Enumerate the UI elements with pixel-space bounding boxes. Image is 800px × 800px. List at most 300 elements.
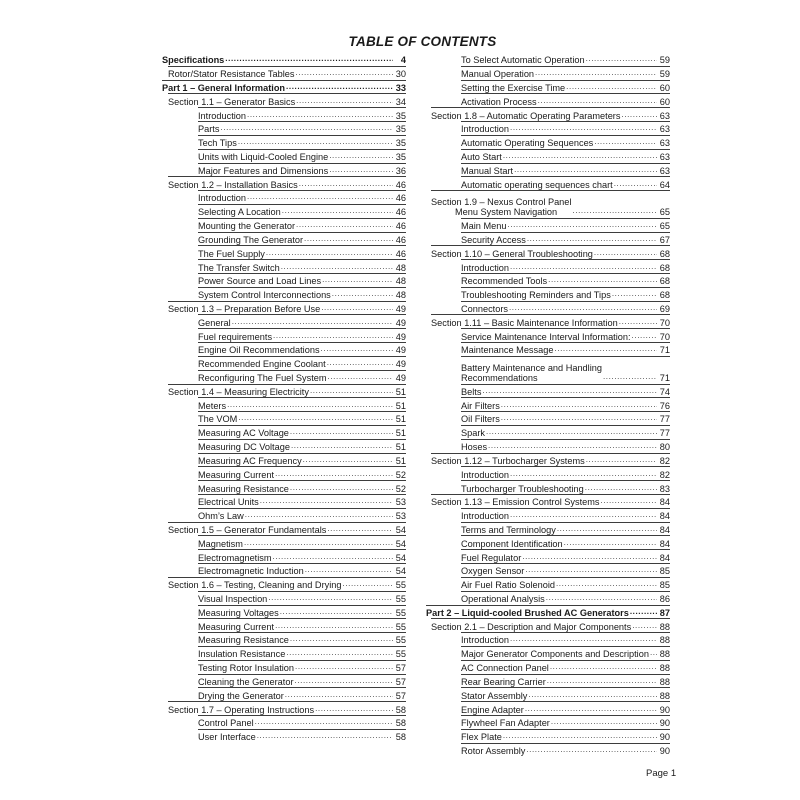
toc-entry-page: 64 [659, 179, 670, 190]
toc-entry [198, 729, 406, 743]
dot-leader [290, 427, 393, 437]
toc-entry [461, 259, 670, 273]
toc-entry-page: 88 [659, 621, 670, 632]
toc-entry-page: 59 [659, 69, 670, 80]
toc-section-entry [168, 176, 406, 190]
toc-part-entry [426, 605, 670, 619]
dot-leader [556, 579, 657, 589]
toc-entry-label: Measuring Current [198, 621, 275, 632]
toc-entry [198, 494, 406, 508]
toc-entry-page: 84 [659, 524, 670, 535]
toc-entry [461, 80, 670, 94]
dot-leader [557, 524, 657, 534]
toc-section-entry [168, 522, 406, 536]
toc-entry [198, 425, 406, 439]
toc-entry-label: Oxygen Sensor [461, 566, 525, 577]
toc-entry [461, 232, 670, 246]
toc-column-right [426, 52, 670, 756]
dot-leader [612, 289, 657, 299]
dot-leader [321, 303, 393, 313]
toc-entry [198, 370, 406, 384]
toc-entry-page: 88 [659, 635, 670, 646]
toc-entry [198, 314, 406, 328]
toc-entry-page: 51 [395, 455, 406, 466]
toc-entry-page: 90 [659, 718, 670, 729]
toc-entry-label: Manual Operation [461, 69, 535, 80]
toc-entry-label: Connectors [461, 303, 508, 314]
toc-entry-page: 49 [395, 345, 406, 356]
dot-leader [564, 538, 657, 548]
dot-leader [614, 179, 657, 189]
toc-entry [461, 743, 670, 757]
dot-leader [245, 510, 393, 520]
toc-entry-page: 53 [395, 497, 406, 508]
toc-entry-label: Part 1 – General Information [162, 82, 286, 93]
toc-entry-label: Power Source and Load Lines [198, 276, 322, 287]
toc-entry-label: Setting the Exercise Time [461, 82, 566, 93]
dot-leader [295, 676, 393, 686]
toc-entry [461, 466, 670, 480]
dot-leader [546, 593, 657, 603]
toc-entry [198, 632, 406, 646]
toc-entry-label: Meters [198, 400, 227, 411]
toc-entry-label: Section 1.7 – Operating Instructions [168, 704, 315, 715]
toc-entry-label: Activation Process [461, 96, 537, 107]
toc-entry [198, 508, 406, 522]
dot-leader [310, 386, 393, 396]
dot-leader [594, 137, 657, 147]
toc-entry-page: 87 [659, 607, 670, 618]
toc-entry [198, 135, 406, 149]
toc-entry [198, 453, 406, 467]
toc-entry [198, 411, 406, 425]
toc-entry-page: 51 [395, 400, 406, 411]
toc-entry-label: Section 1.6 – Testing, Cleaning and Drying [168, 580, 342, 591]
toc-entry-label: Part 2 – Liquid-cooled Brushed AC Generators [426, 607, 629, 618]
toc-part-entry [162, 80, 406, 94]
toc-section-entry [431, 314, 670, 328]
toc-entry-label: Rotor/Stator Resistance Tables [168, 69, 295, 80]
toc-section-entry [168, 301, 406, 315]
toc-entry-page: 57 [395, 676, 406, 687]
toc-entry [461, 384, 670, 398]
toc-entry [198, 563, 406, 577]
toc-entry [198, 618, 406, 632]
dot-leader [525, 565, 657, 575]
dot-leader [503, 151, 657, 161]
toc-entry-label: Engine Adapter [461, 704, 524, 715]
toc-entry-label: Manual Start [461, 165, 514, 176]
toc-entry [198, 605, 406, 619]
dot-leader [305, 565, 393, 575]
dot-leader [286, 82, 393, 92]
toc-entry-label: Section 1.3 – Preparation Before Use [168, 303, 321, 314]
toc-entry-label: Section 1.4 – Measuring Electricity [168, 386, 309, 397]
toc-entry-label: User Interface [198, 732, 256, 743]
toc-entry-label: Measuring AC Frequency [198, 455, 302, 466]
toc-entry [461, 701, 670, 715]
toc-entry [198, 163, 406, 177]
toc-section-entry [431, 453, 670, 467]
toc-entry-label: AC Connection Panel [461, 663, 549, 674]
toc-entry [461, 397, 670, 411]
toc-entry [198, 190, 406, 204]
toc-entry-label: Introduction [461, 124, 510, 135]
toc-entry-label: Electromagnetic Induction [198, 566, 304, 577]
toc-entry [198, 439, 406, 453]
dot-leader [281, 262, 393, 272]
dot-leader [327, 358, 393, 368]
toc-entry-label: Section 1.5 – Generator Fundamentals [168, 524, 327, 535]
toc-entry-label: Engine Oil Recommendations [198, 345, 320, 356]
toc-entry-page: 68 [659, 248, 670, 259]
toc-entry-label: Magnetism [198, 538, 243, 549]
dot-leader [260, 496, 393, 506]
toc-entry-page: 35 [395, 110, 406, 121]
toc-entry-page: 65 [659, 207, 670, 218]
toc-entry [198, 149, 406, 163]
toc-entry [461, 218, 670, 232]
toc-entry [461, 632, 670, 646]
toc-entry-page: 30 [395, 69, 406, 80]
toc-entry-page: 71 [659, 373, 670, 383]
dot-leader [232, 317, 393, 327]
toc-entry-label: Recommended Tools [461, 276, 548, 287]
toc-part-entry [162, 52, 406, 66]
dot-leader [342, 579, 393, 589]
dot-leader [486, 427, 657, 437]
dot-leader [280, 607, 393, 617]
toc-entry-label-line1: Battery Maintenance and Handling [461, 363, 602, 373]
dot-leader [238, 413, 393, 423]
toc-entry [198, 245, 406, 259]
dot-leader [619, 317, 657, 327]
dot-leader [327, 524, 393, 534]
dot-leader [322, 275, 393, 285]
toc-entry-page: 84 [659, 538, 670, 549]
toc-entry-label: Automatic operating sequences chart [461, 179, 613, 190]
toc-entry-page: 63 [659, 152, 670, 162]
toc-entry-page: 90 [659, 704, 670, 715]
toc-entry-label: Section 2.1 – Description and Major Components [431, 621, 632, 632]
toc-entry [198, 466, 406, 480]
toc-entry-label: Introduction [461, 469, 510, 480]
toc-entry-label: Hoses [461, 442, 488, 453]
toc-entry-page: 63 [659, 110, 670, 121]
dot-leader [220, 123, 393, 133]
toc-entry-page: 58 [395, 732, 406, 743]
toc-entry-page: 46 [395, 248, 406, 259]
toc-entry-label: Air Fuel Ratio Solenoid [461, 580, 555, 591]
toc-entry-label: Parts [198, 124, 220, 135]
toc-column-left [162, 52, 406, 743]
toc-section-entry [431, 245, 670, 259]
toc-entry-page: 84 [659, 497, 670, 508]
toc-entry-label: Stator Assembly [461, 690, 528, 701]
dot-leader [225, 54, 393, 64]
toc-entry-page: 4 [400, 55, 406, 66]
dot-leader [247, 110, 393, 120]
toc-entry-label: Measuring Current [198, 469, 275, 480]
toc-entry-page: 63 [659, 124, 670, 135]
toc-entry-label: Specifications [162, 55, 225, 66]
toc-entry-page: 48 [395, 290, 406, 301]
toc-entry-page: 51 [395, 386, 406, 397]
toc-entry-page: 85 [659, 580, 670, 591]
toc-entry [198, 342, 406, 356]
toc-entry-label: Maintenance Message [461, 345, 554, 356]
dot-leader [328, 372, 393, 382]
dot-leader [501, 400, 657, 410]
toc-entry-page: 55 [395, 649, 406, 660]
toc-entry-page: 59 [659, 55, 670, 66]
toc-entry [198, 591, 406, 605]
toc-entry-page: 54 [395, 524, 406, 535]
toc-entry-label [431, 197, 571, 217]
dot-leader [603, 372, 657, 382]
dot-leader [296, 96, 393, 106]
toc-entry [461, 163, 670, 177]
dot-leader [282, 206, 393, 216]
dot-leader [632, 621, 657, 631]
toc-entry [461, 439, 670, 453]
dot-leader [601, 496, 657, 506]
toc-entry-page: 55 [395, 635, 406, 646]
toc-entry-page: 33 [395, 82, 406, 93]
dot-leader [548, 275, 657, 285]
toc-entry-label: Service Maintenance Interval Information: [461, 331, 631, 342]
toc-entry-label: Rear Bearing Carrier [461, 676, 546, 687]
dot-leader [295, 68, 393, 78]
toc-entry-label: Major Features and Dimensions [198, 165, 329, 176]
toc-entry-label: Flywheel Fan Adapter [461, 718, 550, 729]
toc-entry-label: Turbocharger Troubleshooting [461, 483, 584, 494]
toc-entry-page: 88 [659, 690, 670, 701]
toc-entry-label: Electrical Units [198, 497, 259, 508]
toc-entry [461, 356, 670, 384]
dot-leader [510, 634, 657, 644]
toc-entry-label: Measuring Voltages [198, 607, 279, 618]
dot-leader [526, 745, 657, 755]
dot-leader [304, 234, 393, 244]
dot-leader [501, 413, 657, 423]
dot-leader [510, 510, 657, 520]
toc-entry [198, 646, 406, 660]
toc-entry [198, 356, 406, 370]
toc-entry-label: Insulation Resistance [198, 649, 286, 660]
dot-leader [329, 151, 393, 161]
toc-entry-page: 35 [395, 152, 406, 162]
toc-entry-label: To Select Automatic Operation [461, 55, 585, 66]
toc-entry-label: Spark [461, 428, 486, 439]
dot-leader [291, 441, 393, 451]
toc-entry-page: 49 [395, 331, 406, 342]
toc-entry-label: Fuel Regulator [461, 552, 522, 563]
toc-entry-page: 60 [659, 82, 670, 93]
toc-entry-page: 55 [395, 621, 406, 632]
dot-leader [538, 96, 657, 106]
dot-leader [621, 110, 657, 120]
toc-entry-page: 84 [659, 552, 670, 563]
toc-entry-page: 51 [395, 414, 406, 425]
toc-entry-label: Measuring Resistance [198, 635, 289, 646]
toc-entry-label: Grounding The Generator [198, 234, 304, 245]
toc-section-entry [168, 384, 406, 398]
dot-leader [554, 344, 657, 354]
toc-entry [198, 535, 406, 549]
toc-entry [461, 508, 670, 522]
toc-entry-label: Operational Analysis [461, 594, 545, 604]
toc-entry [461, 715, 670, 729]
toc-entry [198, 480, 406, 494]
dot-leader [329, 165, 393, 175]
toc-entry-label: Recommended Engine Coolant [198, 359, 326, 370]
toc-entry-label: Selecting A Location [198, 207, 281, 218]
toc-entry-page: 55 [395, 594, 406, 604]
toc-entry-page: 46 [395, 234, 406, 245]
dot-leader [273, 331, 393, 341]
dot-leader [586, 455, 657, 465]
dot-leader [509, 303, 657, 313]
toc-entry [461, 66, 670, 80]
toc-entry-page: 52 [395, 469, 406, 480]
toc-entry-page: 55 [395, 607, 406, 618]
dot-leader [299, 179, 393, 189]
toc-entry-label: Mounting the Generator [198, 221, 296, 232]
toc-entry-label: Flex Plate [461, 732, 502, 743]
toc-entry-page: 53 [395, 511, 406, 522]
toc-entry-page: 54 [395, 566, 406, 577]
toc-entry-page: 48 [395, 262, 406, 273]
dot-leader [594, 248, 657, 258]
dot-leader [303, 455, 393, 465]
dot-leader [572, 206, 657, 216]
toc-entry-label: Ohm’s Law [198, 511, 244, 522]
toc-entry-page: 80 [659, 442, 670, 453]
toc-entry [198, 287, 406, 301]
toc-entry-page: 58 [395, 718, 406, 729]
toc-entry [461, 563, 670, 577]
toc-entry-label: Oil Filters [461, 414, 500, 425]
dot-leader [551, 717, 657, 727]
toc-entry-page: 35 [395, 138, 406, 149]
dot-leader [244, 538, 393, 548]
toc-entry-page: 70 [659, 331, 670, 342]
toc-entry-label-line2: Menu System Navigation [455, 207, 558, 218]
toc-entry-page: 57 [395, 663, 406, 674]
toc-entry-page: 49 [395, 373, 406, 383]
dot-leader [586, 54, 657, 64]
toc-entry [461, 135, 670, 149]
toc-entry-label: Introduction [461, 262, 510, 273]
toc-entry [461, 674, 670, 688]
toc-entry [198, 687, 406, 701]
toc-entry-label-line1: Section 1.9 – Nexus Control Panel [431, 197, 572, 208]
toc-entry-label: Terms and Terminology [461, 524, 556, 535]
dot-leader [285, 690, 393, 700]
toc-entry-label: Auto Start [461, 152, 502, 162]
toc-entry-label: Testing Rotor Insulation [198, 663, 295, 674]
page-number: Page 1 [646, 768, 677, 779]
toc-entry-page: 58 [395, 704, 406, 715]
dot-leader [315, 704, 393, 714]
toc-entry-label [461, 363, 602, 383]
toc-entry [198, 232, 406, 246]
toc-entry-page: 46 [395, 193, 406, 204]
toc-entry-page: 51 [395, 428, 406, 439]
toc-entry-page: 71 [659, 345, 670, 356]
dot-leader [585, 483, 657, 493]
toc-entry-label: Section 1.8 – Automatic Operating Parameters [431, 110, 621, 121]
dot-leader [482, 386, 657, 396]
dot-leader [630, 607, 657, 617]
toc-entry [461, 176, 670, 190]
toc-entry [461, 411, 670, 425]
toc-section-entry [431, 618, 670, 632]
toc-section-entry [168, 93, 406, 107]
dot-leader [255, 717, 393, 727]
dot-leader [528, 690, 657, 700]
toc-entry-label: Belts [461, 386, 482, 397]
toc-entry-page: 63 [659, 138, 670, 149]
toc-entry-label: Measuring Resistance [198, 483, 289, 494]
toc-entry-page: 82 [659, 469, 670, 480]
toc-entry [461, 52, 670, 66]
toc-entry-label: General [198, 317, 231, 328]
dot-leader [296, 220, 393, 230]
dot-leader [514, 165, 657, 175]
toc-entry [198, 549, 406, 563]
toc-entry-page: 49 [395, 317, 406, 328]
toc-entry-label: Section 1.12 – Turbocharger Systems [431, 455, 585, 466]
toc-entry-label: Drying the Generator [198, 690, 284, 701]
toc-entry-label: Air Filters [461, 400, 500, 411]
toc-entry-label: Visual Inspection [198, 594, 268, 604]
toc-entry-page: 54 [395, 538, 406, 549]
toc-entry [198, 259, 406, 273]
dot-leader [550, 662, 657, 672]
toc-entry-page: 69 [659, 303, 670, 314]
toc-entry-page: 68 [659, 290, 670, 301]
toc-entry-label: Tech Tips [198, 138, 237, 149]
toc-entry-page: 35 [395, 124, 406, 135]
toc-entry-page: 49 [395, 359, 406, 370]
toc-entry-page: 34 [395, 96, 406, 107]
toc-entry-label: Reconfiguring The Fuel System [198, 373, 327, 383]
dot-leader [535, 68, 657, 78]
dot-leader [527, 234, 657, 244]
dot-leader [525, 704, 657, 714]
toc-entry [198, 660, 406, 674]
dot-leader [257, 731, 393, 741]
dot-leader [566, 82, 657, 92]
toc-entry-page: 84 [659, 511, 670, 522]
toc-entry-page: 49 [395, 303, 406, 314]
toc-section-entry [431, 494, 670, 508]
toc-entry-page: 82 [659, 455, 670, 466]
toc-entry [198, 715, 406, 729]
dot-leader [295, 662, 393, 672]
toc-entry-label: Automatic Operating Sequences [461, 138, 594, 149]
toc-entry-label: Rotor Assembly [461, 745, 526, 756]
toc-entry [198, 397, 406, 411]
dot-leader [650, 648, 657, 658]
toc-entry [198, 204, 406, 218]
toc-entry [461, 273, 670, 287]
toc-entry-label: Section 1.2 – Installation Basics [168, 179, 298, 190]
dot-leader [488, 441, 657, 451]
dot-leader [290, 483, 393, 493]
